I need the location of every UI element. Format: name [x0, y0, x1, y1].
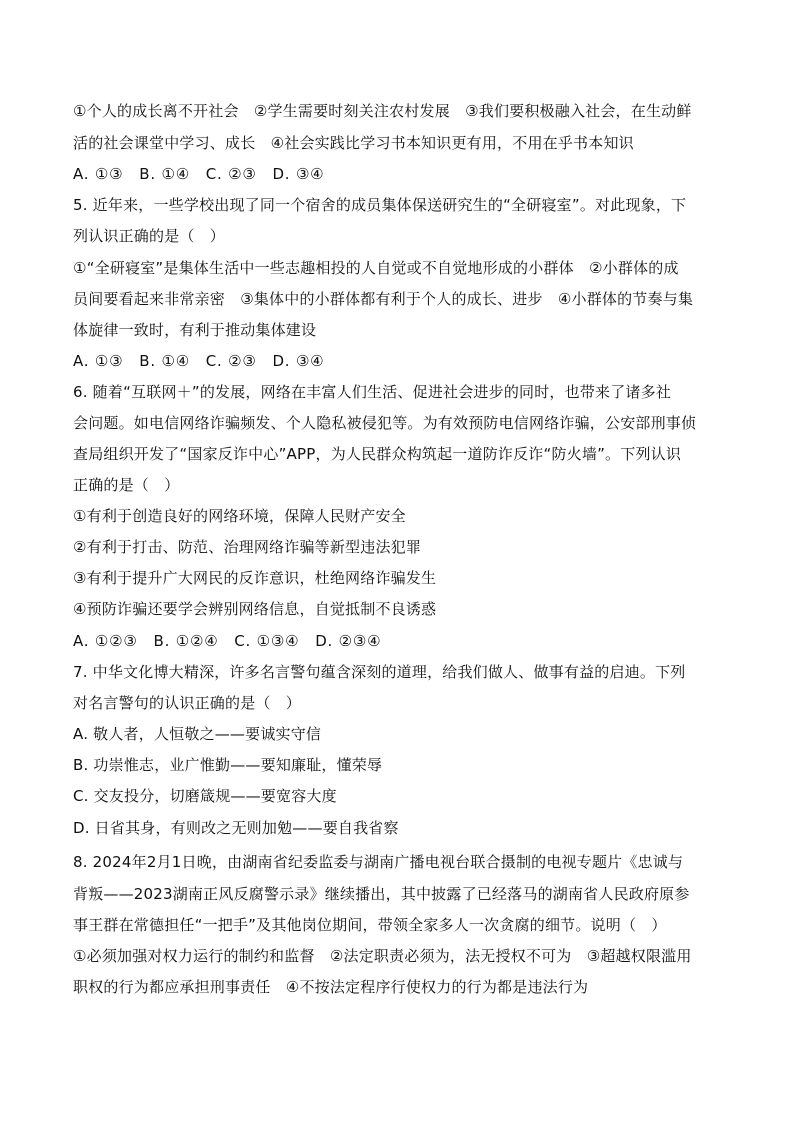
q6-options: A. ①②③ B. ①②④ C. ①③④ D. ②③④	[73, 632, 382, 650]
q7-option-d: D. 日省其身，有则改之无则加勉——要自我省察	[73, 819, 399, 837]
q7-option-c: C. 交友投分，切磨箴规——要宽容大度	[73, 787, 337, 805]
q6-item-3: ③有利于提升广大网民的反诈意识，杜绝网络诈骗发生	[73, 569, 437, 587]
q6-stem-line-1: 6. 随着“互联网＋”的发展，网络在丰富人们生活、促进社会进步的同时，也带来了诸多社	[73, 383, 672, 401]
q7-stem-line-2: 对名言警句的认识正确的是（ ）	[73, 694, 302, 712]
q8-choice-line-2: 职权的行为都应承担刑事责任 ④不按法定程序行使权力的行为都是违法行为	[73, 978, 589, 996]
q5-stem-line-2: 列认识正确的是（ ）	[73, 227, 226, 245]
q6-stem-line-4: 正确的是（ ）	[73, 476, 180, 494]
q7-stem-line-1: 7. 中华文化博大精深，许多名言警句蕴含深刻的道理，给我们做人、做事有益的启迪。下列	[73, 663, 686, 681]
q8-choice-line-1: ①必须加强对权力运行的制约和监督 ②法定职责必须为，法无授权不可为 ③超越权限滥用	[73, 947, 692, 965]
q7-option-b: B. 功崇惟志，业广惟勤——要知廉耻，懂荣辱	[73, 756, 383, 774]
q5-stem-line-1: 5. 近年来，一些学校出现了同一个宿舍的成员集体保送研究生的“全研寝室”。对此现象，下	[73, 196, 687, 214]
q8-stem-line-3: 事王群在常德担任“一把手”及其他岗位期间，带领全家多人一次贪腐的细节。说明（ ）	[73, 916, 667, 934]
q6-item-1: ①有利于创造良好的网络环境，保障人民财产安全	[73, 507, 406, 525]
q5-options: A. ①③ B. ①④ C. ②③ D. ③④	[73, 352, 325, 370]
q8-stem-line-1: 8. 2024年2月1日晚，由湖南省纪委监委与湖南广播电视台联合摄制的电视专题片《忠诚与	[73, 853, 684, 871]
q7-option-a: A. 敬人者，人恒敬之——要诚实守信	[73, 725, 322, 743]
q5-choice-line-1: ①“全研寝室”是集体生活中一些志趣相投的人自觉或不自觉地形成的小群体 ②小群体的成	[73, 259, 679, 277]
q5-choice-line-2: 员间要看起来非常亲密 ③集体中的小群体都有利于个人的成长、进步 ④小群体的节奏与集	[73, 290, 694, 308]
q6-stem-line-3: 查局组织开发了“国家反诈中心”APP，为人民群众构筑起一道防诈反诈“防火墙”。下列认识	[73, 445, 682, 463]
q6-item-4: ④预防诈骗还要学会辨别网络信息，自觉抵制不良诱惑	[73, 600, 437, 618]
q8-stem-line-2: 背叛——2023湖南正风反腐警示录》继续播出，其中披露了已经落马的湖南省人民政府原参	[73, 885, 690, 903]
q4-choices-line-1: ①个人的成长离不开社会 ②学生需要时刻关注农村发展 ③我们要积极融入社会，在生动鲜	[73, 102, 692, 120]
q6-item-2: ②有利于打击、防范、治理网络诈骗等新型违法犯罪	[73, 538, 422, 556]
q4-choices-line-2: 活的社会课堂中学习、成长 ④社会实践比学习书本知识更有用，不用在乎书本知识	[73, 134, 634, 152]
q5-choice-line-3: 体旋律一致时，有利于推动集体建设	[73, 321, 317, 339]
q4-options: A. ①③ B. ①④ C. ②③ D. ③④	[73, 165, 325, 183]
q6-stem-line-2: 会问题。如电信网络诈骗频发、个人隐私被侵犯等。为有效预防电信网络诈骗，公安部刑事侦	[73, 414, 697, 432]
